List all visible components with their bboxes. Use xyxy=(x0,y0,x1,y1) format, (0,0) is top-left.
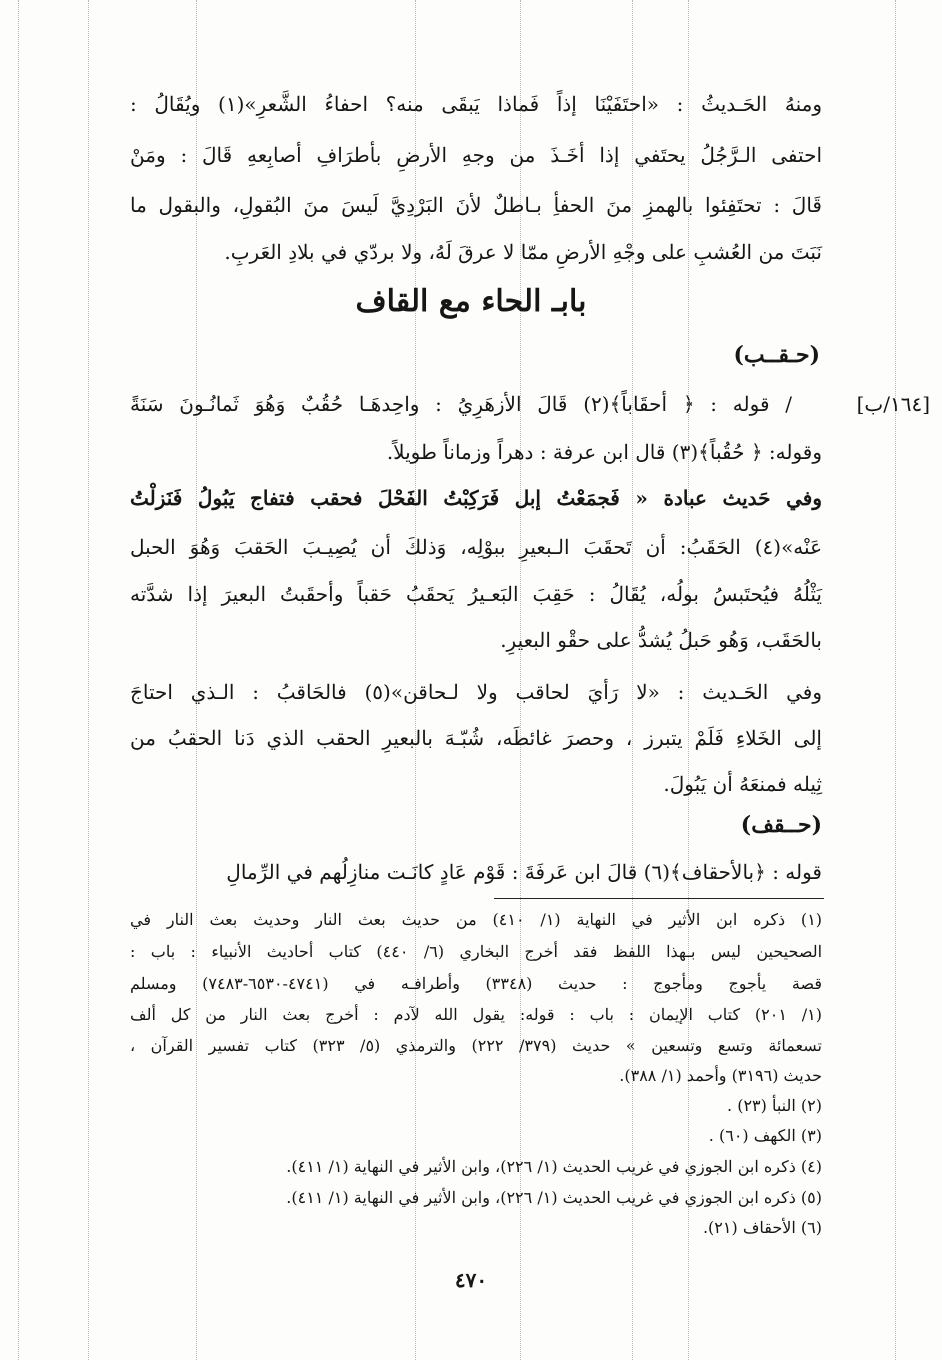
footnote-line: (١/ ٢٠١) كتاب الإيمان : باب : قوله: يقول الله لآدم : أخرج بعث النار من كل ألف xyxy=(130,1005,823,1024)
body-line: / قوله : ﴿ أحقَاباً﴾(٢) قَالَ الأزهَرِيُ : واحِدهَـا حُقُبٌ وَهُوَ ثَمانُـونَ سَنَةً xyxy=(130,392,792,416)
intro-line: ومنهُ الحَـديثُ : «احتَفَيْنَا إذاً فَماذا يَبقَى منه؟ احفاءُ الشَّعرِ»(١) ويُقَالُ : xyxy=(130,92,822,116)
page-number: ٤٧٠ xyxy=(454,1268,488,1292)
body-line: إلى الخَلاءِ فَلَمْ يتبرز ، وحصرَ غائطَه، شُبّـهَ بالبعيرِ الحقب الذي دَنا الحقبُ من xyxy=(130,726,822,750)
footnote-separator xyxy=(494,898,824,899)
body-line: ثِيله فمنعَهُ أن يَبُولَ. xyxy=(663,772,822,796)
footnote-line: قصة يأجوج ومأجوج : حديث (٣٣٤٨) وأطرافـه في (٤٧٤١-٦٥٣٠-٧٤٨٣) ومسلم xyxy=(130,974,822,993)
section-title: (حـقــب) xyxy=(733,342,820,368)
footnote-line: تسعمائة وتسع وتسعين » حديث (٣٧٩/ ٢٢٢) والترمذي (٥/ ٣٢٣) كتاب تفسير القرآن ، xyxy=(130,1036,822,1055)
body-line: وقوله: ﴿ حُقُباً﴾(٣) قال ابن عرفة : دهراً وزماناً طويلاً. xyxy=(386,440,822,464)
footnote-line: (١) ذكره ابن الأثير في النهاية (١/ ٤١٠) من حديث بعث النار وحديث بعث النار في xyxy=(130,910,823,929)
body-line: وفي حَديث عبادة « فَجمَعْتُ إبل فَرَكِبْتُ الفَحْلَ فحقب فتفاج يَبُولُ فَنَزلْتُ xyxy=(130,486,822,510)
footnote-line: (٢) النبأ (٢٣) . xyxy=(727,1096,822,1115)
intro-line: احتفى الـرَّجُلُ يحتَفي إذا أخَـذَ من وجهِ الأرضِ بأطرَافِ أصابِعهِ قَالَ : ومَنْ xyxy=(130,143,822,167)
footnote-line: (٣) الكهف (٦٠) . xyxy=(708,1126,822,1145)
body-line: وفي الحَـديث : «لا رَأيَ لحاقب ولا لـحاقن»(٥) فالحَاقبُ : الـذي احتاجَ xyxy=(130,680,823,704)
body-line: قوله : ﴿بالأحقاف﴾(٦) قالَ ابن عَرفَةَ : قَوْم عَادٍ كانَـت منازِلُهم في الرِّمالِ xyxy=(226,860,822,884)
scan-guide-line xyxy=(88,0,89,1360)
scan-guide-line xyxy=(18,0,19,1360)
margin-folio-note: [١٦٤/ب] xyxy=(856,392,930,416)
body-line: بالحَقَب، وَهُو حَبلُ يُشدُّ على حقْو البعيرِ. xyxy=(500,628,822,652)
body-line: يَثْلُهُ فيُحتَبسُ بولُه، يُقَالُ : حَقِبَ البَعـيرُ يَحقَبُ حَقباً وأحقَبتُ البعيرَ إذا شدَّته xyxy=(130,582,822,606)
footnote-line: الصحيحين ليس بـهذا اللفظ فقد أخرج البخاري (٦/ ٤٤٠) كتاب أحاديث الأنبياء : باب : xyxy=(130,942,823,961)
footnote-line: (٤) ذكره ابن الجوزي في غريب الحديث (١/ ٢٢٦)، وابن الأثير في النهاية (١/ ٤١١). xyxy=(286,1157,822,1176)
section-title: (حــقف) xyxy=(740,812,822,838)
footnote-line: حديث (٣١٩٦) وأحمد (١/ ٣٨٨). xyxy=(619,1066,822,1085)
intro-line: نَبَتَ من العُشبِ على وجْهِ الأرضِ ممّا لا عرقَ لَهُ، ولا بردّي في بلادِ العَربِ. xyxy=(224,240,822,264)
intro-line: قَالَ : تحتَفِئوا بالهمزِ منَ الحفأِ بـاطلٌ لأنَ البَرْدِيَّ لَيسَ منَ البُقولِ، والبقول ما xyxy=(130,193,822,217)
scan-guide-line xyxy=(895,0,896,1360)
footnote-line: (٥) ذكره ابن الجوزي في غريب الحديث (١/ ٢٢٦)، وابن الأثير في النهاية (١/ ٤١١). xyxy=(286,1188,822,1207)
footnote-line: (٦) الأحقاف (٢١). xyxy=(702,1218,822,1237)
body-line: عَنْه»(٤) الحَقَبُ: أن تَحقَبَ الـبعيرِ ببوْلِه، وَذلكَ أن يُصِيـبَ الحَقبَ وَهُوَ الحبل xyxy=(130,535,822,559)
chapter-title: بابـ الحاء مع القاف xyxy=(355,284,587,319)
